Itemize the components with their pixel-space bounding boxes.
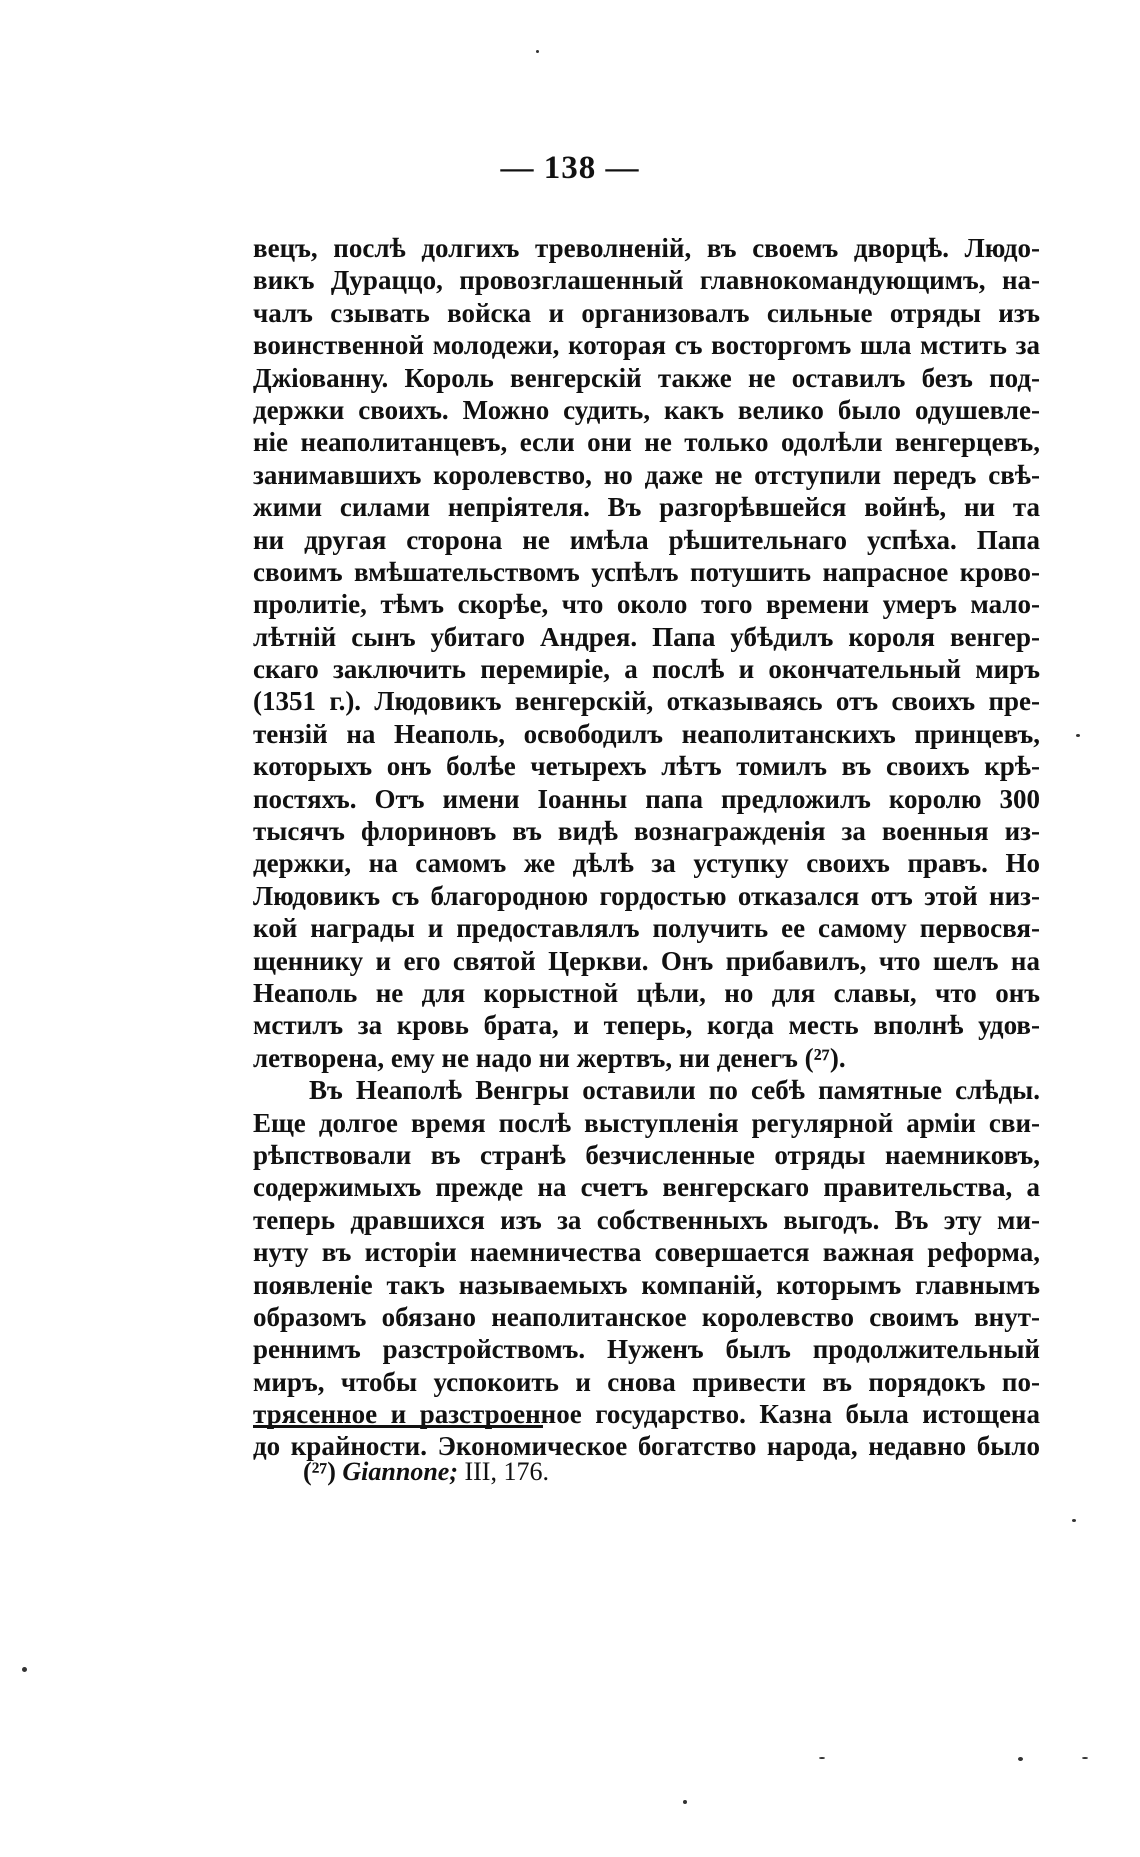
text-line: образомъ обязано неаполитанское королевство своимъ внут- bbox=[253, 1301, 1040, 1332]
scan-speck bbox=[536, 50, 539, 53]
text-line: появленіе такъ называемыхъ компаній, которымъ главнымъ bbox=[253, 1269, 1040, 1300]
text-line: содержимыхъ прежде на счетъ венгерскаго правительства, а bbox=[253, 1172, 1040, 1203]
text-line: нуту въ исторіи наемничества совершается важная реформа, bbox=[253, 1237, 1040, 1268]
scan-speck bbox=[819, 1757, 825, 1759]
text-line: Людовикъ съ благородною гордостью отказался отъ этой низ- bbox=[253, 880, 1040, 911]
text-line: занимавшихъ королевство, но даже не отступили передъ свѣ- bbox=[253, 459, 1040, 490]
footnote bbox=[303, 1457, 549, 1487]
text-line: миръ, чтобы успокоить и снова привести въ порядокъ по- bbox=[253, 1366, 1040, 1397]
text-line: рѣпствовали въ странѣ безчисленные отряды наемниковъ, bbox=[253, 1139, 1040, 1170]
footnote-author: Giannone; bbox=[342, 1457, 458, 1486]
text-line: держки своихъ. Можно судить, какъ велико было одушевле- bbox=[253, 394, 1040, 425]
text-line: Еще долгое время послѣ выступленія регулярной арміи сви- bbox=[253, 1107, 1040, 1138]
text-line: Въ Неаполѣ Венгры оставили по себѣ памятные слѣды. bbox=[309, 1075, 1040, 1106]
text-line: скаго заключить перемиріе, а послѣ и окончательный миръ bbox=[253, 654, 1040, 685]
text-line: тысячъ флориновъ въ видѣ вознагражденія за военныя из- bbox=[253, 816, 1040, 847]
text-line: кой награды и предоставлялъ получить ее самому первосвя- bbox=[253, 913, 1040, 944]
text-line: жими силами непріятеля. Въ разгорѣвшейся войнѣ, ни та bbox=[253, 492, 1040, 523]
text-line: теперь дравшихся изъ за собственныхъ выгодъ. Въ эту ми- bbox=[253, 1204, 1040, 1235]
text-line: реннимъ разстройствомъ. Нуженъ былъ продолжительный bbox=[253, 1334, 1040, 1365]
text-line: Джіованну. Король венгерскій также не оставилъ безъ под- bbox=[253, 362, 1040, 393]
scan-speck bbox=[1072, 1519, 1076, 1522]
scan-speck bbox=[1076, 734, 1080, 737]
footnote-divider bbox=[253, 1425, 543, 1428]
scan-speck bbox=[22, 1667, 27, 1672]
scan-speck bbox=[1018, 1757, 1023, 1761]
body-text bbox=[253, 232, 1040, 1463]
text-line: (1351 г.). Людовикъ венгерскій, отказываясь отъ своихъ пре- bbox=[253, 686, 1040, 717]
page-number: — 138 — bbox=[500, 150, 640, 186]
text-line: до крайности. Экономическое богатство народа, недавно было bbox=[253, 1431, 1040, 1462]
text-line: которыхъ онъ болѣе четырехъ лѣтъ томилъ въ своихъ крѣ- bbox=[253, 751, 1040, 782]
text-line: тензій на Неаполь, освободилъ неаполитанскихъ принцевъ, bbox=[253, 718, 1040, 749]
text-line: лѣтній сынъ убитаго Андрея. Папа убѣдилъ короля венгер- bbox=[253, 621, 1040, 652]
text-line: мстилъ за кровь брата, и теперь, когда месть вполнѣ удов- bbox=[253, 1010, 1040, 1041]
text-line: держки, на самомъ же дѣлѣ за уступку своихъ правъ. Но bbox=[253, 848, 1040, 879]
text-line: ни другая сторона не имѣла рѣшительнаго успѣха. Папа bbox=[253, 524, 1040, 555]
text-line: Неаполь не для корыстной цѣли, но для славы, что онъ bbox=[253, 977, 1040, 1008]
text-line: постяхъ. Отъ имени Іоанны папа предложилъ королю 300 bbox=[253, 783, 1040, 814]
text-line: воинственной молодежи, которая съ восторгомъ шла мстить за bbox=[253, 330, 1040, 361]
text-line: викъ Дураццо, провозглашенный главнокомандующимъ, на- bbox=[253, 265, 1040, 296]
text-line: летворена, ему не надо ни жертвъ, ни денегъ (²⁷). bbox=[253, 1042, 846, 1073]
scan-speck bbox=[683, 1800, 687, 1804]
text-line: щеннику и его святой Церкви. Онъ прибавилъ, что шелъ на bbox=[253, 945, 1040, 976]
scan-speck bbox=[1082, 1757, 1088, 1759]
footnote-reference: III, 176. bbox=[464, 1457, 549, 1486]
text-line: ніе неаполитанцевъ, если они не только одолѣли венгерцевъ, bbox=[253, 427, 1040, 458]
footnote-mark: (²⁷) bbox=[303, 1457, 336, 1486]
text-line: чалъ сзывать войска и организовалъ сильные отряды изъ bbox=[253, 297, 1040, 328]
text-line: трясенное и разстроенное государство. Казна была истощена bbox=[253, 1399, 1040, 1430]
text-line: своимъ вмѣшательствомъ успѣлъ потушить напрасное крово- bbox=[253, 556, 1040, 587]
text-line: вецъ, послѣ долгихъ треволненій, въ своемъ дворцѣ. Людо- bbox=[253, 233, 1040, 263]
text-line: пролитіе, тѣмъ скорѣе, что около того времени умеръ мало- bbox=[253, 589, 1040, 620]
